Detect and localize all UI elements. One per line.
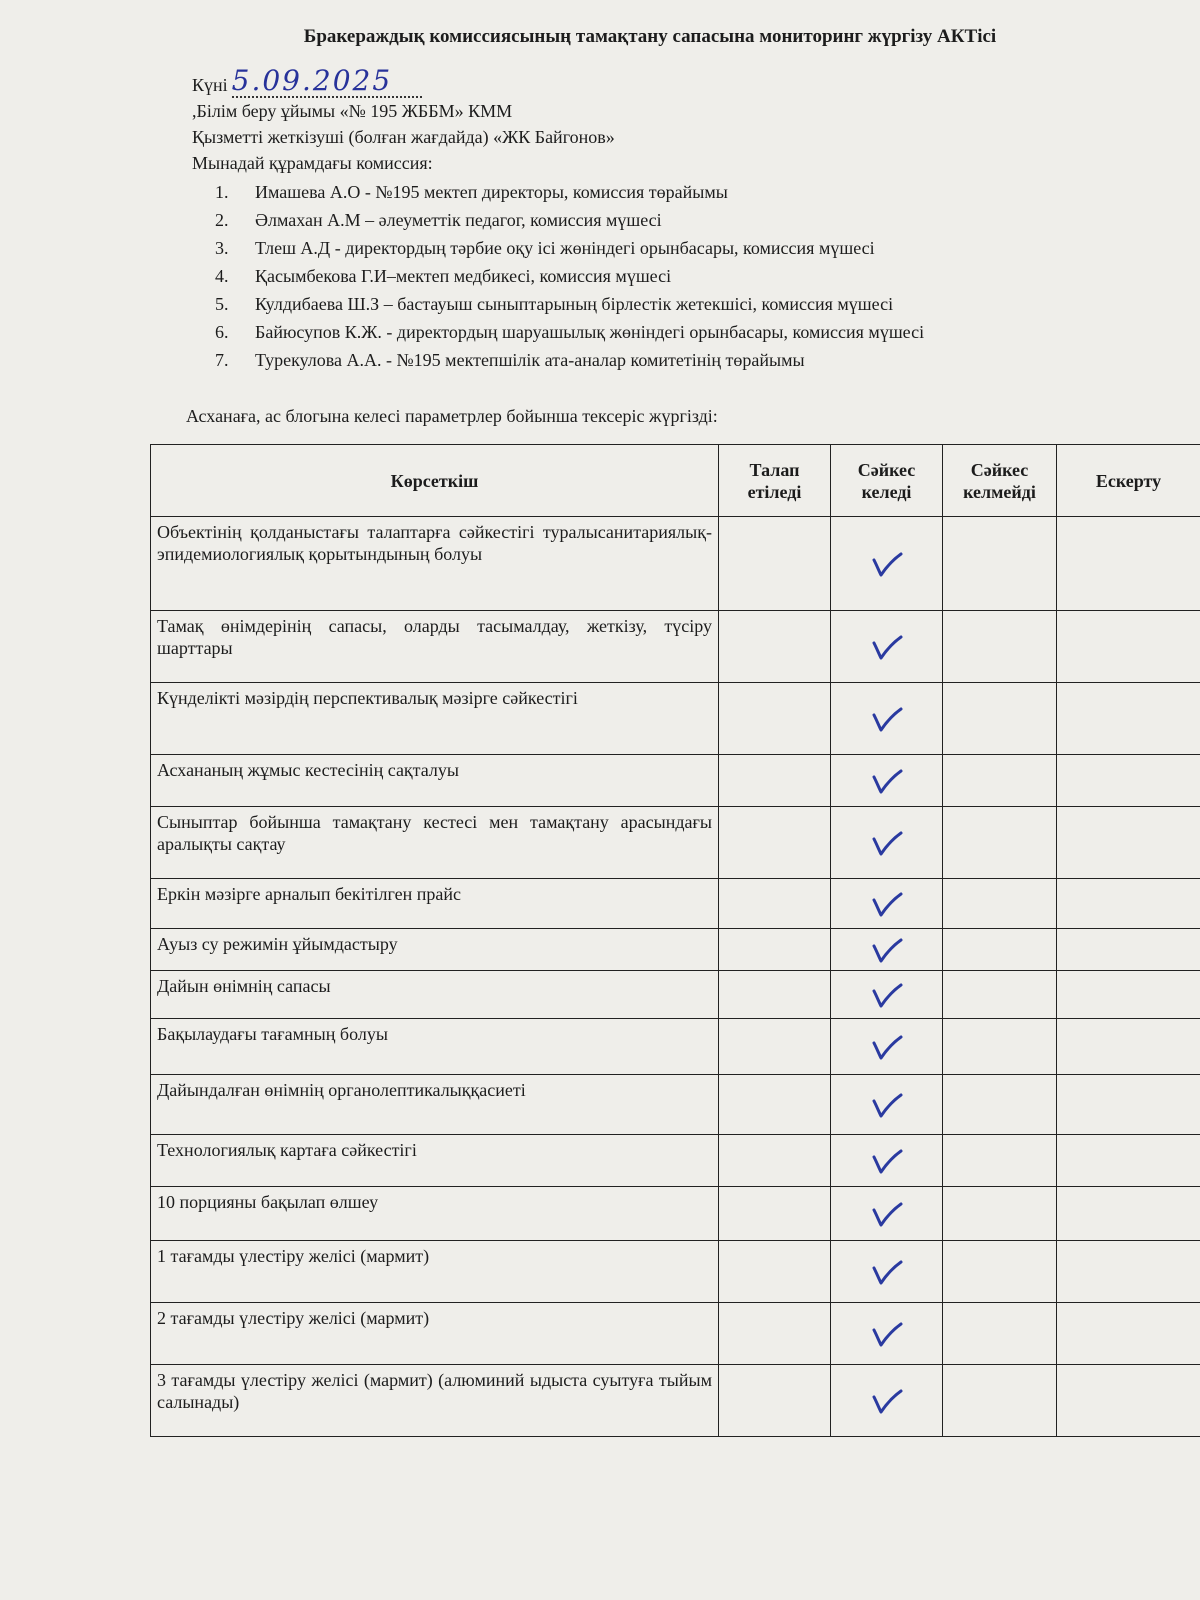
checkmark-icon (870, 936, 904, 964)
complies-cell (831, 807, 943, 879)
member-text: Кулдибаева Ш.З – бастауыш сыныптарының бірлестік жетекшісі, комиссия мүшесі (255, 293, 894, 314)
header-complies: Сәйкес келеді (831, 445, 943, 517)
note-cell (1057, 1075, 1200, 1135)
checkmark-icon (870, 1320, 904, 1348)
member-number: 6. (215, 321, 229, 342)
note-cell (1057, 1187, 1200, 1241)
table-row (151, 1365, 1200, 1437)
note-cell (1057, 1241, 1200, 1303)
complies-cell (831, 1075, 943, 1135)
not-complies-cell (943, 1241, 1057, 1303)
table-header-row (151, 445, 1200, 517)
table-row (151, 683, 1200, 755)
complies-cell (831, 929, 943, 971)
note-cell (1057, 929, 1200, 971)
indicator-cell: Ауыз су режимін ұйымдастыру (151, 929, 719, 971)
member-text: Турекулова А.А. - №195 мектепшілік ата-аналар комитетінің төрайымы (255, 349, 805, 370)
member-number: 5. (215, 293, 229, 314)
checkmark-icon (870, 633, 904, 661)
required-cell (719, 517, 831, 611)
required-cell (719, 971, 831, 1019)
note-cell (1057, 971, 1200, 1019)
not-complies-cell (943, 611, 1057, 683)
table-body (151, 517, 1200, 1437)
complies-cell (831, 879, 943, 929)
commission-member (215, 290, 924, 318)
indicator-cell: 10 порцияны бақылап өлшеу (151, 1187, 719, 1241)
table-row (151, 929, 1200, 971)
note-cell (1057, 1135, 1200, 1187)
required-cell (719, 611, 831, 683)
document-meta (192, 64, 615, 176)
required-cell (719, 1019, 831, 1075)
date-label: Күні (192, 75, 228, 95)
note-cell (1057, 879, 1200, 929)
member-text: Қасымбекова Г.И–мектеп медбикесі, комиссия мүшесі (255, 265, 672, 286)
checkmark-icon (870, 981, 904, 1009)
supplier-line: Қызметті жеткізуші (болған жағдайда) «ЖК Байгонов» (192, 127, 615, 147)
not-complies-cell (943, 971, 1057, 1019)
note-cell (1057, 517, 1200, 611)
table-row (151, 1241, 1200, 1303)
checkmark-icon (870, 550, 904, 578)
member-text: Имашева А.О - №195 мектеп директоры, комиссия төрайымы (255, 181, 728, 202)
note-cell (1057, 1019, 1200, 1075)
checkmark-icon (870, 705, 904, 733)
checkmark-icon (870, 829, 904, 857)
inspection-table (150, 444, 1200, 1437)
indicator-cell: Сыныптар бойынша тамақтану кестесі мен тамақтану арасындағы аралықты сақтау (151, 807, 719, 879)
required-cell (719, 755, 831, 807)
note-cell (1057, 611, 1200, 683)
header-required: Талап етіледі (719, 445, 831, 517)
commission-members-list (215, 178, 924, 374)
member-number: 1. (215, 181, 229, 202)
not-complies-cell (943, 1135, 1057, 1187)
required-cell (719, 807, 831, 879)
not-complies-cell (943, 929, 1057, 971)
note-cell (1057, 1303, 1200, 1365)
table-row (151, 807, 1200, 879)
checkmark-icon (870, 1147, 904, 1175)
member-number: 3. (215, 237, 229, 258)
header-not-complies: Сәйкес келмейді (943, 445, 1057, 517)
not-complies-cell (943, 1187, 1057, 1241)
complies-cell (831, 971, 943, 1019)
commission-member (215, 346, 924, 374)
not-complies-cell (943, 879, 1057, 929)
complies-cell (831, 683, 943, 755)
commission-member (215, 262, 924, 290)
inspection-intro: Асханаға, ас блогына келесі параметрлер бойынша тексеріс жүргізді: (186, 406, 718, 426)
note-cell (1057, 683, 1200, 755)
checkmark-icon (870, 767, 904, 795)
complies-cell (831, 755, 943, 807)
member-text: Байюсупов К.Ж. - директордың шаруашылық жөніндегі орынбасары, комиссия мүшесі (255, 321, 925, 342)
header-indicator: Көрсеткіш (151, 445, 719, 517)
complies-cell (831, 1187, 943, 1241)
required-cell (719, 929, 831, 971)
required-cell (719, 1187, 831, 1241)
table-row (151, 755, 1200, 807)
required-cell (719, 1241, 831, 1303)
organization-line: ,Білім беру ұйымы «№ 195 ЖББМ» КММ (192, 101, 513, 121)
member-number: 7. (215, 349, 229, 370)
not-complies-cell (943, 1019, 1057, 1075)
complies-cell (831, 1019, 943, 1075)
indicator-cell: Дайындалған өнімнің органолептикалыққасиеті (151, 1075, 719, 1135)
required-cell (719, 1303, 831, 1365)
member-number: 2. (215, 209, 229, 230)
complies-cell (831, 517, 943, 611)
checkmark-icon (870, 1091, 904, 1119)
commission-line: Мынадай құрамдағы комиссия: (192, 153, 433, 173)
complies-cell (831, 1135, 943, 1187)
table-row (151, 517, 1200, 611)
complies-cell (831, 1241, 943, 1303)
indicator-cell: Еркін мәзірге арналып бекітілген прайс (151, 879, 719, 929)
header-note: Ескерту (1057, 445, 1200, 517)
complies-cell (831, 1303, 943, 1365)
required-cell (719, 1365, 831, 1437)
member-number: 4. (215, 265, 229, 286)
date-line (192, 64, 615, 98)
required-cell (719, 1075, 831, 1135)
required-cell (719, 683, 831, 755)
indicator-cell: Дайын өнімнің сапасы (151, 971, 719, 1019)
indicator-cell: Тамақ өнімдерінің сапасы, оларды тасымалдау, жеткізу, түсіру шарттары (151, 611, 719, 683)
required-cell (719, 1135, 831, 1187)
member-text: Әлмахан А.М – әлеуметтік педагог, комиссия мүшесі (255, 209, 662, 230)
checkmark-icon (870, 1200, 904, 1228)
checkmark-icon (870, 890, 904, 918)
commission-member (215, 206, 924, 234)
indicator-cell: 3 тағамды үлестіру желісі (мармит) (алюминий ыдыста суытуға тыйым салынады) (151, 1365, 719, 1437)
commission-member (215, 178, 924, 206)
not-complies-cell (943, 1303, 1057, 1365)
table-row (151, 1075, 1200, 1135)
note-cell (1057, 755, 1200, 807)
not-complies-cell (943, 1075, 1057, 1135)
indicator-cell: Объектінің қолданыстағы талаптарға сәйкестігі туралысанитариялық-эпидемиологиялық қорытындының болуы (151, 517, 719, 611)
table-row (151, 611, 1200, 683)
indicator-cell: Технологиялық картаға сәйкестігі (151, 1135, 719, 1187)
checkmark-icon (870, 1387, 904, 1415)
not-complies-cell (943, 1365, 1057, 1437)
indicator-cell: Бақылаудағы тағамның болуы (151, 1019, 719, 1075)
complies-cell (831, 611, 943, 683)
indicator-cell: Асхананың жұмыс кестесінің сақталуы (151, 755, 719, 807)
table-row (151, 1019, 1200, 1075)
required-cell (719, 879, 831, 929)
indicator-cell: 2 тағамды үлестіру желісі (мармит) (151, 1303, 719, 1365)
member-text: Тлеш А.Д - директордың тәрбие оқу ісі жөніндегі орынбасары, комиссия мүшесі (255, 237, 875, 258)
not-complies-cell (943, 807, 1057, 879)
commission-member (215, 234, 924, 262)
table-row (151, 1187, 1200, 1241)
indicator-cell: Күнделікті мәзірдің перспективалық мәзірге сәйкестігі (151, 683, 719, 755)
checkmark-icon (870, 1033, 904, 1061)
not-complies-cell (943, 683, 1057, 755)
table-row (151, 971, 1200, 1019)
commission-member (215, 318, 924, 346)
document-title: Бракераждық комиссиясының тамақтану сапасына мониторинг жүргізу АКТісі (303, 26, 997, 47)
not-complies-cell (943, 517, 1057, 611)
indicator-cell: 1 тағамды үлестіру желісі (мармит) (151, 1241, 719, 1303)
table-row (151, 1135, 1200, 1187)
note-cell (1057, 807, 1200, 879)
checkmark-icon (870, 1258, 904, 1286)
not-complies-cell (943, 755, 1057, 807)
date-handwritten: 5.09.2025 (232, 66, 422, 98)
table-row (151, 879, 1200, 929)
table-row (151, 1303, 1200, 1365)
complies-cell (831, 1365, 943, 1437)
note-cell (1057, 1365, 1200, 1437)
